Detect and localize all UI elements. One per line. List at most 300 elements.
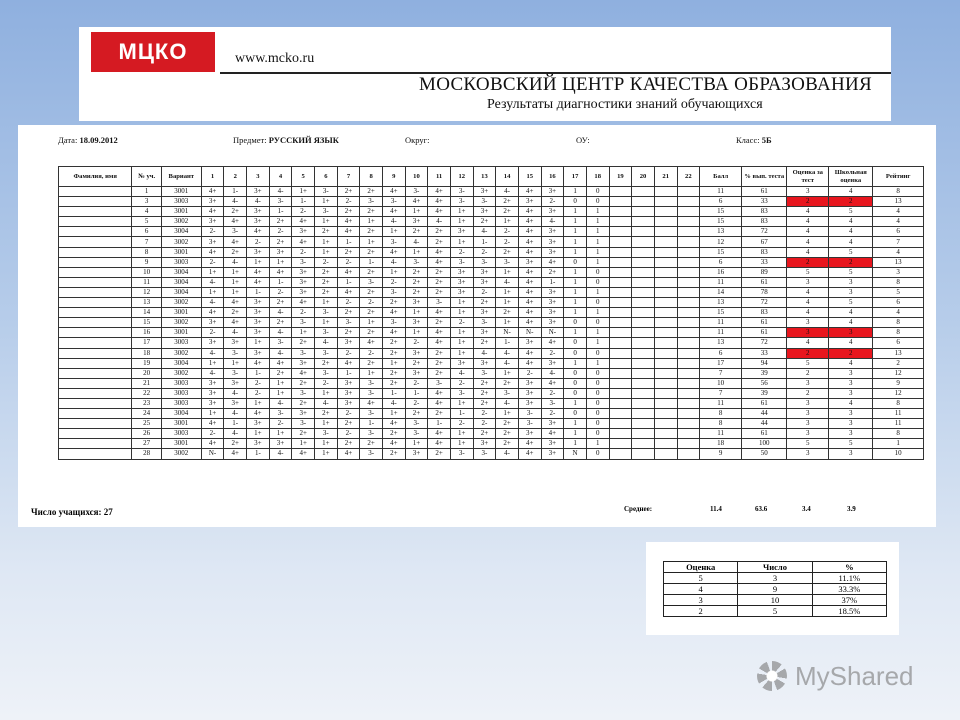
student-name-cell: [59, 267, 132, 277]
summary-cell: 9: [738, 584, 812, 595]
answer-cell: [654, 368, 677, 378]
answer-cell: 2+: [360, 308, 383, 318]
answer-cell: 2+: [337, 207, 360, 217]
answer-cell: 3-: [518, 409, 541, 419]
answer-cell: 4+: [518, 247, 541, 257]
answer-cell: 3+: [405, 217, 428, 227]
student-number-cell: 24: [132, 409, 161, 419]
student-name-cell: [59, 217, 132, 227]
answer-cell: 4-: [201, 277, 224, 287]
answer-cell: [654, 449, 677, 459]
answer-cell: 1+: [315, 388, 338, 398]
variant-cell: 3001: [161, 247, 201, 257]
school-grade-cell: 4: [829, 308, 873, 318]
answer-cell: 4-: [541, 368, 564, 378]
rank-cell: 4: [873, 247, 924, 257]
answer-cell: 3+: [224, 338, 247, 348]
answer-cell: 1+: [269, 429, 292, 439]
answer-cell: [677, 308, 700, 318]
test-grade-cell: 2: [787, 368, 829, 378]
answer-cell: 3+: [247, 348, 270, 358]
answer-cell: 0: [564, 318, 587, 328]
answer-cell: 3-: [269, 197, 292, 207]
test-grade-cell: 3: [787, 277, 829, 287]
answer-cell: 2-: [541, 197, 564, 207]
test-grade-cell: 4: [787, 338, 829, 348]
answer-cell: 4+: [405, 197, 428, 207]
answer-cell: 1: [586, 257, 609, 267]
student-number-cell: 15: [132, 318, 161, 328]
answer-cell: 3-: [450, 257, 473, 267]
answer-cell: 3+: [405, 298, 428, 308]
answer-cell: 1+: [247, 398, 270, 408]
answer-cell: [609, 358, 632, 368]
answer-cell: 0: [564, 388, 587, 398]
answer-cell: 1: [564, 187, 587, 197]
column-header: Балл: [700, 167, 742, 187]
percent-cell: 44: [742, 409, 787, 419]
answer-cell: 4-: [496, 277, 519, 287]
answer-cell: 1+: [496, 267, 519, 277]
answer-cell: [609, 429, 632, 439]
answer-cell: 3+: [247, 247, 270, 257]
answer-cell: 4+: [337, 267, 360, 277]
answer-cell: 1: [564, 217, 587, 227]
student-name-cell: [59, 449, 132, 459]
rank-cell: 13: [873, 257, 924, 267]
score-cell: 9: [700, 449, 742, 459]
percent-cell: 78: [742, 287, 787, 297]
answer-cell: 1: [564, 277, 587, 287]
answer-cell: 3-: [292, 318, 315, 328]
answer-cell: 2+: [224, 439, 247, 449]
school-grade-cell: 3: [829, 378, 873, 388]
answer-cell: 2-: [473, 247, 496, 257]
answer-cell: 1+: [201, 267, 224, 277]
rank-cell: 11: [873, 409, 924, 419]
test-grade-cell: 3: [787, 409, 829, 419]
student-number-cell: 25: [132, 419, 161, 429]
answer-cell: 2+: [292, 338, 315, 348]
student-number-cell: 17: [132, 338, 161, 348]
student-number-cell: 22: [132, 388, 161, 398]
column-header: 14: [496, 167, 519, 187]
answer-cell: 4+: [201, 247, 224, 257]
answer-cell: 4+: [518, 187, 541, 197]
student-name-cell: [59, 277, 132, 287]
test-grade-cell: 4: [787, 237, 829, 247]
answer-cell: 2+: [428, 287, 451, 297]
answer-cell: 3+: [337, 378, 360, 388]
score-cell: 6: [700, 197, 742, 207]
answer-cell: 2+: [360, 227, 383, 237]
answer-cell: [677, 237, 700, 247]
answer-cell: 3-: [473, 368, 496, 378]
answer-cell: 4-: [201, 348, 224, 358]
answer-cell: 0: [586, 429, 609, 439]
answer-cell: [654, 358, 677, 368]
column-header: 10: [405, 167, 428, 187]
answer-cell: 3+: [337, 398, 360, 408]
answer-cell: 4+: [360, 398, 383, 408]
answer-cell: [609, 287, 632, 297]
meta-subject: [233, 135, 339, 145]
score-cell: 13: [700, 298, 742, 308]
answer-cell: 4+: [428, 338, 451, 348]
answer-cell: 1: [564, 308, 587, 318]
answer-cell: 2+: [382, 449, 405, 459]
answer-cell: 2-: [473, 287, 496, 297]
answer-cell: 3+: [247, 217, 270, 227]
answer-cell: [632, 388, 655, 398]
answer-cell: N-: [518, 328, 541, 338]
watermark-text: MyShared: [795, 660, 914, 691]
answer-cell: 2-: [315, 257, 338, 267]
answer-cell: 4+: [247, 267, 270, 277]
student-name-cell: [59, 247, 132, 257]
average-test-grade: 3.4: [802, 505, 811, 513]
answer-cell: [609, 267, 632, 277]
answer-cell: [677, 287, 700, 297]
answer-cell: 3+: [541, 318, 564, 328]
answer-cell: 2+: [405, 267, 428, 277]
answer-cell: 3-: [224, 368, 247, 378]
answer-cell: 4+: [224, 298, 247, 308]
student-name-cell: [59, 429, 132, 439]
student-number-cell: 12: [132, 287, 161, 297]
answer-cell: 1+: [315, 197, 338, 207]
summary-row: [664, 595, 887, 606]
answer-cell: 3-: [224, 227, 247, 237]
summary-row: [664, 573, 887, 584]
answer-cell: 3+: [247, 187, 270, 197]
rank-cell: 8: [873, 318, 924, 328]
column-header: 6: [315, 167, 338, 187]
answer-cell: 3+: [247, 207, 270, 217]
answer-cell: 2-: [269, 287, 292, 297]
answer-cell: 1-: [428, 419, 451, 429]
school-grade-cell: 3: [829, 287, 873, 297]
answer-cell: 4-: [224, 429, 247, 439]
answer-cell: 2-: [496, 237, 519, 247]
student-name-cell: [59, 398, 132, 408]
answer-cell: [677, 207, 700, 217]
rank-cell: 12: [873, 368, 924, 378]
percent-cell: 33: [742, 197, 787, 207]
answer-cell: 1+: [269, 388, 292, 398]
answer-cell: [609, 247, 632, 257]
answer-cell: 3+: [224, 378, 247, 388]
answer-cell: 1-: [269, 207, 292, 217]
answer-cell: [609, 368, 632, 378]
summary-row: [664, 584, 887, 595]
variant-cell: 3003: [161, 197, 201, 207]
rank-cell: 4: [873, 308, 924, 318]
answer-cell: 2-: [247, 388, 270, 398]
answer-cell: 3+: [473, 277, 496, 287]
school-grade-cell: 3: [829, 449, 873, 459]
answer-cell: 4+: [428, 247, 451, 257]
variant-cell: 3001: [161, 207, 201, 217]
answer-cell: 4-: [428, 217, 451, 227]
answer-cell: [609, 398, 632, 408]
column-header: 3: [247, 167, 270, 187]
answer-cell: [654, 207, 677, 217]
answer-cell: 2+: [405, 227, 428, 237]
answer-cell: 0: [586, 388, 609, 398]
answer-cell: 2-: [337, 197, 360, 207]
answer-cell: 1+: [382, 267, 405, 277]
answer-cell: 2-: [337, 348, 360, 358]
column-header: 9: [382, 167, 405, 187]
test-grade-cell: 5: [787, 439, 829, 449]
answer-cell: 0: [586, 449, 609, 459]
answer-cell: [677, 398, 700, 408]
answer-cell: 2-: [450, 378, 473, 388]
answer-cell: 3-: [382, 318, 405, 328]
answer-cell: 4-: [450, 368, 473, 378]
answer-cell: 1+: [315, 217, 338, 227]
answer-cell: 1+: [450, 308, 473, 318]
test-grade-cell: 3: [787, 449, 829, 459]
answer-cell: 4+: [292, 368, 315, 378]
score-cell: 11: [700, 318, 742, 328]
answer-cell: 2-: [201, 429, 224, 439]
answer-cell: [654, 318, 677, 328]
answer-cell: 1-: [360, 419, 383, 429]
score-cell: 11: [700, 328, 742, 338]
table-row: [59, 328, 924, 338]
test-grade-cell: 5: [787, 358, 829, 368]
answer-cell: N-: [541, 328, 564, 338]
answer-cell: 4+: [518, 348, 541, 358]
answer-cell: 2-: [201, 257, 224, 267]
header-subtitle: Результаты диагностики знаний обучающихся: [487, 97, 763, 112]
answer-cell: 3+: [541, 237, 564, 247]
answer-cell: 3+: [201, 318, 224, 328]
answer-cell: 1: [586, 237, 609, 247]
percent-cell: 44: [742, 419, 787, 429]
answer-cell: 2+: [382, 378, 405, 388]
percent-cell: 61: [742, 318, 787, 328]
rank-cell: 4: [873, 207, 924, 217]
answer-cell: 1+: [201, 358, 224, 368]
score-cell: 11: [700, 277, 742, 287]
answer-cell: 1-: [337, 368, 360, 378]
answer-cell: 2+: [224, 308, 247, 318]
answer-cell: 1+: [496, 217, 519, 227]
column-header: № уч.: [132, 167, 161, 187]
table-row: [59, 398, 924, 408]
school-grade-cell: 3: [829, 328, 873, 338]
grade-summary-panel: [646, 542, 899, 635]
rank-cell: 3: [873, 267, 924, 277]
answer-cell: 3+: [450, 227, 473, 237]
student-name-cell: [59, 348, 132, 358]
answer-cell: 3+: [450, 267, 473, 277]
answer-cell: 3+: [541, 247, 564, 257]
answer-cell: 4-: [269, 449, 292, 459]
column-header: 18: [586, 167, 609, 187]
answer-cell: 2+: [428, 227, 451, 237]
table-row: [59, 348, 924, 358]
answer-cell: 2+: [337, 328, 360, 338]
answer-cell: [632, 449, 655, 459]
answer-cell: [677, 409, 700, 419]
answer-cell: 2+: [337, 308, 360, 318]
score-cell: 6: [700, 257, 742, 267]
answer-cell: 2+: [360, 187, 383, 197]
answer-cell: 1-: [496, 338, 519, 348]
rank-cell: 5: [873, 287, 924, 297]
answer-cell: 2+: [473, 217, 496, 227]
score-cell: 15: [700, 308, 742, 318]
answer-cell: 2+: [473, 398, 496, 408]
variant-cell: 3001: [161, 328, 201, 338]
answer-cell: 1+: [450, 207, 473, 217]
answer-cell: 3+: [201, 378, 224, 388]
answer-cell: 1+: [315, 449, 338, 459]
answer-cell: 2+: [428, 267, 451, 277]
answer-cell: 3-: [315, 328, 338, 338]
answer-cell: 4+: [201, 308, 224, 318]
answer-cell: 1-: [337, 237, 360, 247]
percent-cell: 33: [742, 348, 787, 358]
answer-cell: 4+: [292, 449, 315, 459]
average-school-grade: 3.9: [847, 505, 856, 513]
results-table: [58, 166, 924, 460]
rank-cell: 11: [873, 419, 924, 429]
answer-cell: 2-: [247, 237, 270, 247]
answer-cell: 2+: [382, 368, 405, 378]
answer-cell: 3+: [292, 267, 315, 277]
answer-cell: [609, 277, 632, 287]
answer-cell: 4+: [518, 318, 541, 328]
student-name-cell: [59, 318, 132, 328]
average-percent: 63.6: [755, 505, 768, 513]
answer-cell: 3-: [541, 398, 564, 408]
answer-cell: 1+: [405, 247, 428, 257]
answer-cell: 0: [586, 409, 609, 419]
answer-cell: 2+: [269, 318, 292, 328]
answer-cell: 1-: [337, 277, 360, 287]
student-name-cell: [59, 338, 132, 348]
student-number-cell: 3: [132, 197, 161, 207]
answer-cell: 4+: [247, 358, 270, 368]
variant-cell: 3004: [161, 277, 201, 287]
column-header: Школьная оценка: [829, 167, 873, 187]
answer-cell: 2+: [269, 368, 292, 378]
percent-cell: 61: [742, 187, 787, 197]
answer-cell: 1+: [201, 287, 224, 297]
answer-cell: [632, 358, 655, 368]
answer-cell: 4+: [224, 318, 247, 328]
answer-cell: [632, 298, 655, 308]
answer-cell: 2+: [315, 358, 338, 368]
score-cell: 7: [700, 388, 742, 398]
answer-cell: 1+: [201, 409, 224, 419]
answer-cell: 1+: [360, 217, 383, 227]
school-grade-cell: 4: [829, 187, 873, 197]
table-row: [59, 388, 924, 398]
answer-cell: 4+: [201, 419, 224, 429]
answer-cell: 4+: [541, 257, 564, 267]
watermark: [757, 656, 914, 696]
variant-cell: 3004: [161, 409, 201, 419]
answer-cell: 4+: [201, 439, 224, 449]
test-grade-cell: 3: [787, 419, 829, 429]
date-label: Дата:: [58, 135, 78, 145]
answer-cell: 3+: [224, 398, 247, 408]
answer-cell: 4+: [382, 247, 405, 257]
answer-cell: [677, 358, 700, 368]
answer-cell: 2+: [292, 378, 315, 388]
summary-cell: 33.3%: [812, 584, 886, 595]
answer-cell: 1: [586, 207, 609, 217]
answer-cell: 3-: [473, 318, 496, 328]
answer-cell: 4+: [247, 409, 270, 419]
answer-cell: 3-: [315, 348, 338, 358]
answer-cell: 4-: [269, 398, 292, 408]
answer-cell: 3+: [541, 308, 564, 318]
answer-cell: 1+: [315, 439, 338, 449]
answer-cell: 0: [586, 318, 609, 328]
answer-cell: 4+: [337, 449, 360, 459]
answer-cell: 1+: [450, 298, 473, 308]
summary-cell: 4: [664, 584, 738, 595]
answer-cell: 2+: [428, 449, 451, 459]
summary-cell: 11.1%: [812, 573, 886, 584]
answer-cell: 3-: [292, 257, 315, 267]
answer-cell: [677, 388, 700, 398]
answer-cell: 3-: [382, 287, 405, 297]
answer-cell: 1+: [382, 409, 405, 419]
answer-cell: 3+: [541, 207, 564, 217]
answer-cell: 1: [586, 217, 609, 227]
answer-cell: 2+: [496, 207, 519, 217]
answer-cell: 1+: [315, 237, 338, 247]
summary-header-row: [664, 562, 887, 573]
meta-date: [58, 135, 118, 145]
table-row: [59, 287, 924, 297]
answer-cell: 2+: [473, 338, 496, 348]
variant-cell: 3001: [161, 187, 201, 197]
results-sheet: [18, 125, 936, 527]
answer-cell: 2+: [360, 267, 383, 277]
answer-cell: 3-: [428, 298, 451, 308]
answer-cell: 3+: [201, 237, 224, 247]
answer-cell: 4+: [269, 358, 292, 368]
answer-cell: 1+: [224, 267, 247, 277]
column-header: 21: [654, 167, 677, 187]
date-value: 18.09.2012: [79, 135, 118, 145]
answer-cell: 1-: [473, 237, 496, 247]
answer-cell: 3+: [473, 358, 496, 368]
answer-cell: 2+: [428, 237, 451, 247]
column-header: 16: [541, 167, 564, 187]
answer-cell: 1+: [360, 368, 383, 378]
answer-cell: [677, 217, 700, 227]
answer-cell: [632, 267, 655, 277]
test-grade-cell: 5: [787, 267, 829, 277]
answer-cell: 0: [564, 197, 587, 207]
answer-cell: 2-: [450, 247, 473, 257]
answer-cell: [609, 378, 632, 388]
answer-cell: [632, 187, 655, 197]
answer-cell: [609, 237, 632, 247]
summary-cell: 3: [738, 573, 812, 584]
answer-cell: [654, 257, 677, 267]
